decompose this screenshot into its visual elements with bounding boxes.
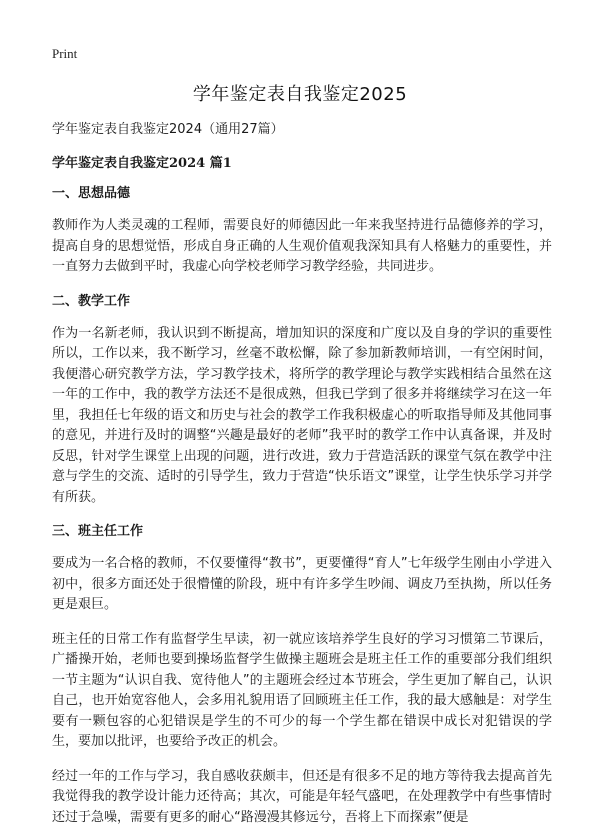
section-paragraph: 要成为一名合格的教师，不仅要懂得“教书”，更要懂得“育人”七年级学生刚由小学进入初中，很多方面还处于很懵懂的阶段，班中有许多学生吵闹、调皮乃至执拗，所以任务更是艰巨。 bbox=[52, 556, 552, 612]
section-moral-character bbox=[52, 184, 552, 278]
section-teaching-work bbox=[52, 292, 552, 509]
print-label: Print bbox=[52, 46, 78, 61]
article-title: 学年鉴定表自我鉴定2024 篇1 bbox=[52, 156, 232, 171]
section-heading: 一、思想品德 bbox=[52, 186, 131, 201]
section-paragraph: 经过一年的工作与学习，我自感收获颇丰，但还是有很多不足的地方等待我去提高首先我觉得我的教学设计能力还待高；其次，可能是年轻气盛吧，在处理教学中有些事情时还过于急噪，需要有更多的耐心“路漫漫其修远兮，吾将上下而探索”便是 bbox=[52, 768, 552, 825]
section-paragraph: 教师作为人类灵魂的工程师，需要良好的师德因此一年来我坚持进行品德修养的学习，提高自身的思想觉悟，形成自身正确的人生观价值观我深知具有人格魅力的重要性，并一直努力去做到平时，我虚心向学校老师学习教学经验，共同进步。 bbox=[52, 218, 552, 274]
section-heading: 三、班主任工作 bbox=[52, 524, 144, 539]
section-heading: 二、教学工作 bbox=[52, 293, 131, 309]
section-paragraph: 班主任的日常工作有监督学生早读，初一就应该培养学生良好的学习习惯第二节课后，广播操开始，老师也要到操场监督学生做操主题班会是班主任工作的重要部分我们组织一节主题为“认识自我、宽待他人”的主题班会经过本节班会，学生更加了解自己，认识自己，也开始宽容他人，会多用礼貌用语了回顾班主任工作，我的最大感触是：对学生要有一颗包容的心犯错误是学生的不可少的每一个学生都在错误中成长对犯错误的学生，要加以批评，也要给予改正的机会。 bbox=[52, 631, 552, 749]
section-paragraph: 作为一名新老师，我认识到不断提高，增加知识的深度和广度以及自身的学识的重要性所以，工作以来，我不断学习，丝毫不敢松懈，除了参加新教师培训，一有空闲时间，我便潜心研究教学方法，学习教学技术，将所学的教学理论与教学实践相结合虽然在这一年的工作中，我的教学方法还不是很成熟，但我已学到了很多并将继续学习在这一年里，我担任七年级的语文和历史与社会的教学工作我积极虚心的听取指导师及其他同事的意见，并进行及时的调整“兴趣是最好的老师”我平时的教学工作中认真备课，并及时反思，针对学生课堂上出现的问题，进行改进，致力于营造活跃的课堂气氛在教学中注意与学生的交流、适时的引导学生，致力于营造“快乐语文”课堂，让学生快乐学习并学有所获。 bbox=[52, 325, 552, 505]
section-class-teacher-work bbox=[52, 522, 552, 828]
document-body bbox=[52, 120, 552, 828]
document-title: 学年鉴定表自我鉴定2025 bbox=[192, 84, 408, 105]
document-subtitle: 学年鉴定表自我鉴定2024（通用27篇） bbox=[52, 122, 284, 137]
